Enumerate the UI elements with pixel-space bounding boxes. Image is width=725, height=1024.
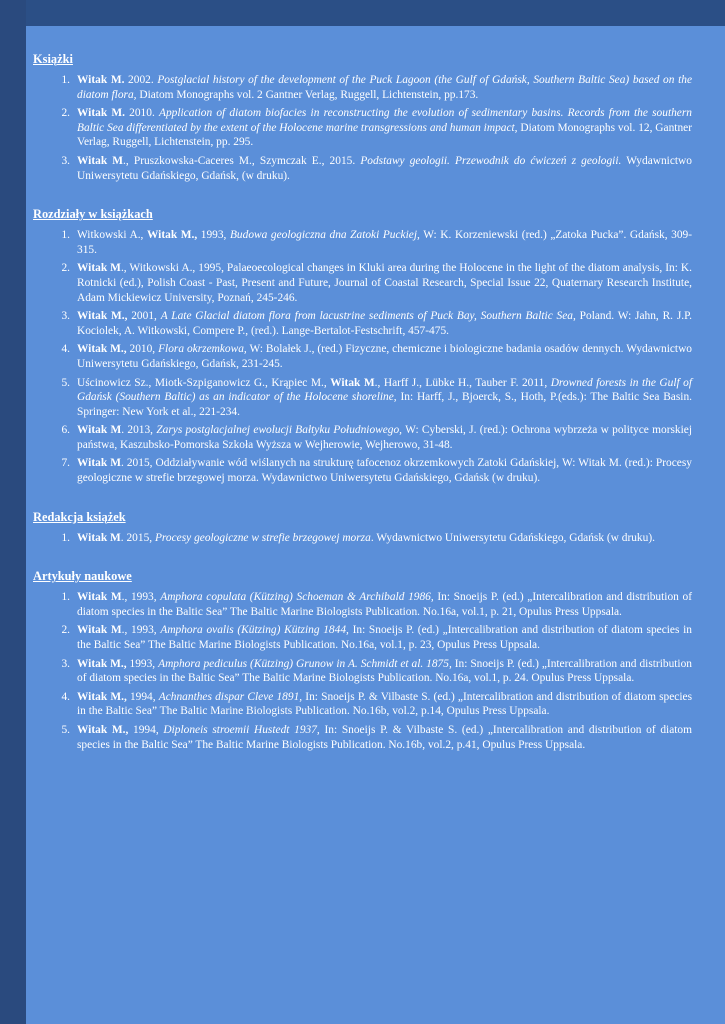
author-name: Witak M. bbox=[77, 107, 125, 120]
citation-text: 1993, bbox=[126, 657, 159, 670]
reference-item bbox=[33, 690, 692, 719]
item-number: 2. bbox=[61, 624, 70, 637]
reference-item bbox=[33, 106, 692, 150]
work-title: A Late Glacial diatom flora from lacustrine sediments of Puck Bay, Southern Baltic Sea bbox=[160, 310, 574, 323]
section bbox=[33, 569, 692, 752]
citation-text: ., 1993, bbox=[121, 591, 161, 604]
reference-list bbox=[33, 73, 692, 183]
work-title: Amphora ovalis (Kützing) Kützing 1844, bbox=[160, 624, 349, 637]
reference-item bbox=[33, 657, 692, 686]
reference-item bbox=[33, 590, 692, 619]
citation-text: . 2015, Oddziaływanie wód wiślanych na strukturę tafocenoz okrzemkowych Zatoki Gdańskiej, W: Witak M. (red.): Procesy geologiczne w strefie brzegowej morza. Wydawnictwo Uniwersytetu Gdańskiego, Gdańsk (w druku). bbox=[77, 457, 692, 485]
author-name: Witak M., bbox=[77, 657, 127, 670]
reference-item bbox=[33, 309, 692, 338]
citation-text: W: K. Korzeniewski (red.) „Zatoka Pucka”. Gdańsk, 309-315. bbox=[77, 229, 693, 256]
author-name: Witak M bbox=[77, 624, 122, 637]
work-title: Budowa geologiczna dna Zatoki Puckiej, bbox=[229, 229, 420, 242]
item-number: 2. bbox=[61, 107, 70, 120]
item-number: 4. bbox=[61, 343, 70, 356]
citation-text: 2010. bbox=[124, 107, 159, 120]
work-title: Flora okrzemkowa, bbox=[158, 343, 247, 356]
section bbox=[33, 52, 692, 183]
reference-item bbox=[33, 154, 692, 183]
citation-text: Wydawnictwo Uniwersytetu Gdańskiego, Gdańsk, (w druku). bbox=[77, 154, 692, 182]
item-number: 3. bbox=[61, 310, 70, 323]
citation-text: 1993, bbox=[197, 229, 230, 242]
author-name: Witak M bbox=[77, 424, 122, 437]
citation-text: Witkowski A., bbox=[77, 229, 147, 242]
reference-item bbox=[33, 261, 692, 305]
section-heading: Rozdziały w książkach bbox=[33, 207, 153, 222]
citation-text: ., Witkowski A., 1995, Palaeoecological changes in Kluki area during the Holocene in the light of the diatom analysis, In: K. Rotnicki (ed.), Polish Coast - Past, Present and Future, Journal of Coastal Research, Special Issue 22, Quaternary Research Institute, Adam Mickiewicz University, Poznań, 245-246. bbox=[77, 262, 692, 304]
item-number: 1. bbox=[61, 531, 70, 544]
reference-item bbox=[33, 423, 692, 452]
author-name: Witak M bbox=[77, 591, 122, 604]
author-name: Witak M bbox=[77, 154, 124, 167]
citation-text: In: Snoeijs P. & Vilbaste S. (ed.) „Intercalibration and distribution of diatom species in the Baltic Sea” The Baltic Marine Biologists Publication. No.16b, vol.2, p.14, Opulus Press Uppsala. bbox=[77, 690, 693, 718]
citation-text: . Wydawnictwo Uniwersytetu Gdańskiego, Gdańsk (w druku). bbox=[370, 531, 655, 544]
item-number: 3. bbox=[61, 657, 70, 670]
work-title: Achnanthes dispar Cleve 1891, bbox=[158, 690, 303, 703]
work-title: Procesy geologiczne w strefie brzegowej morza bbox=[154, 531, 371, 544]
item-number: 1. bbox=[61, 74, 70, 86]
item-number: 5. bbox=[61, 376, 70, 389]
citation-text: In: Snoeijs P. (ed.) „Intercalibration and distribution of diatom species in the Baltic Sea” The Baltic Marine Biologists Publication. No.16a, vol.1, p. 24. Opulus Press Uppsala. bbox=[77, 657, 692, 685]
citation-text: ., Pruszkowska-Caceres M., Szymczak E., 2015. bbox=[123, 154, 361, 167]
citation-text: In: Snoeijs P. (ed.) „Intercalibration and distribution of diatom species in the Baltic Sea” The Baltic Marine Biologists Publication. No.16a, vol.1, p. 23, Opulus Press Uppsala. bbox=[77, 624, 692, 652]
item-number: 7. bbox=[61, 457, 70, 470]
author-name: Witak M., bbox=[77, 310, 128, 323]
citation-text: 2002. bbox=[124, 74, 158, 86]
author-name: Witak M., bbox=[77, 343, 127, 356]
section bbox=[33, 510, 692, 546]
reference-item bbox=[33, 228, 692, 257]
citation-text: 2001, bbox=[127, 310, 161, 323]
citation-text: In: Snoeijs P. & Vilbaste S. (ed.) „Intercalibration and distribution of diatom species in the Baltic Sea” The Baltic Marine Biologists Publication. No.16b, vol.2, p.41, Opulus Press Uppsala. bbox=[77, 724, 692, 751]
citation-text: 1994, bbox=[128, 724, 164, 736]
citation-text: Diatom Monographs vol. 2 Gantner Verlag, Ruggell, Lichtenstein, pp.173. bbox=[136, 88, 479, 101]
reference-item bbox=[33, 73, 692, 102]
work-title: Postglacial history of the development of the Puck Lagoon (the Gulf of Gdańsk, Southern Baltic Sea) based on the diatom flora, bbox=[77, 74, 693, 101]
item-number: 1. bbox=[61, 591, 70, 604]
section-heading: Redakcja książek bbox=[33, 509, 126, 524]
author-name: Witak M. bbox=[77, 74, 125, 86]
author-name: Witak M bbox=[77, 262, 121, 275]
citation-text: W: Cyberski, J. (red.): Ochrona wybrzeża w polityce morskiej państwa, Kaszubsko-Pomorska Szkoła Wyższa w Wejherowie, Wejherowo, 31-48. bbox=[77, 424, 693, 451]
reference-list bbox=[33, 228, 692, 486]
document-page bbox=[26, 26, 725, 1024]
section bbox=[33, 207, 692, 486]
citation-text: 1994, bbox=[126, 690, 159, 703]
citation-text: . 2013, bbox=[121, 424, 157, 437]
left-border bbox=[0, 0, 26, 1024]
item-number: 3. bbox=[61, 154, 70, 167]
author-name: Witak M bbox=[77, 531, 121, 544]
reference-item bbox=[33, 531, 692, 546]
publication-list bbox=[33, 52, 692, 776]
citation-text: , Poland. W: Jahn, R. J.P. Kociolek, A. Witkowski, Compere P., (red.). Lange-Bertalot-Festschrift, 457-475. bbox=[77, 310, 693, 337]
work-title: Zarys postglacjalnej ewolucji Bałtyku Południowego, bbox=[156, 424, 403, 437]
author-name: Witak M bbox=[330, 376, 375, 389]
top-border bbox=[0, 0, 725, 26]
author-name: Witak M., bbox=[77, 690, 127, 703]
citation-text: Diatom Monographs vol. 12, Gantner Verlag, Ruggell, Lichtenstein, pp. 295. bbox=[77, 121, 692, 149]
reference-item bbox=[33, 456, 692, 485]
reference-list bbox=[33, 531, 692, 546]
work-title: Drowned forests in the Gulf of Gdańsk (Southern Baltic) as an indicator of the Holocene shoreline bbox=[77, 376, 693, 404]
work-title: Podstawy geologii. Przewodnik do ćwiczeń z geologii. bbox=[360, 154, 622, 167]
section-heading: Książki bbox=[33, 52, 73, 66]
item-number: 1. bbox=[61, 229, 70, 242]
reference-item bbox=[33, 723, 692, 752]
work-title: Amphora pediculus (Kützing) Grunow in A. Schmidt et al. 1875, bbox=[158, 657, 452, 670]
work-title: Amphora copulata (Kützing) Schoeman & Archibald 1986, bbox=[160, 591, 434, 604]
item-number: 6. bbox=[61, 424, 70, 437]
citation-text: W: Bolałek J., (red.) Fizyczne, chemiczne i biologiczne badania osadów dennych. Wydawnictwo Uniwersytetu Gdańskiego, Gdańsk, 231-245. bbox=[77, 343, 693, 370]
reference-item bbox=[33, 376, 692, 420]
citation-text: ., Harff J., Lübke H., Tauber F. 2011, bbox=[374, 376, 551, 389]
author-name: Witak M., bbox=[77, 724, 129, 736]
reference-list bbox=[33, 590, 692, 752]
citation-text: Uścinowicz Sz., Miotk-Szpiganowicz G., Krąpiec M., bbox=[77, 376, 331, 389]
work-title: Diploneis stroemii Hustedt 1937, bbox=[163, 724, 320, 736]
work-title: Application of diatom biofacies in reconstructing the evolution of sedimentary basins. Records from the southern Baltic Sea differentiated by the extent of the Holocene marine transgressions and human impact, bbox=[77, 107, 692, 134]
author-name: Witak M., bbox=[146, 229, 198, 242]
item-number: 5. bbox=[61, 724, 70, 736]
item-number: 2. bbox=[61, 262, 70, 275]
citation-text: , In: Harff, J., Bjoerck, S., Hoth, P.(eds.): The Baltic Sea Basin. Springer: New York et al., 221-234. bbox=[77, 391, 692, 418]
citation-text: In: Snoeijs P. (ed.) „Intercalibration and distribution of diatom species in the Baltic Sea” The Baltic Marine Biologists Publication. No.16a, vol.1, p. 21, Opulus Press Uppsala. bbox=[77, 591, 692, 618]
citation-text: 2010, bbox=[126, 343, 159, 356]
item-number: 4. bbox=[61, 690, 70, 703]
section-heading: Artykuły naukowe bbox=[33, 569, 132, 584]
author-name: Witak M bbox=[77, 457, 121, 470]
reference-item bbox=[33, 623, 692, 652]
citation-text: ., 1993, bbox=[121, 624, 161, 637]
citation-text: . 2015, bbox=[120, 531, 155, 544]
reference-item bbox=[33, 342, 692, 371]
